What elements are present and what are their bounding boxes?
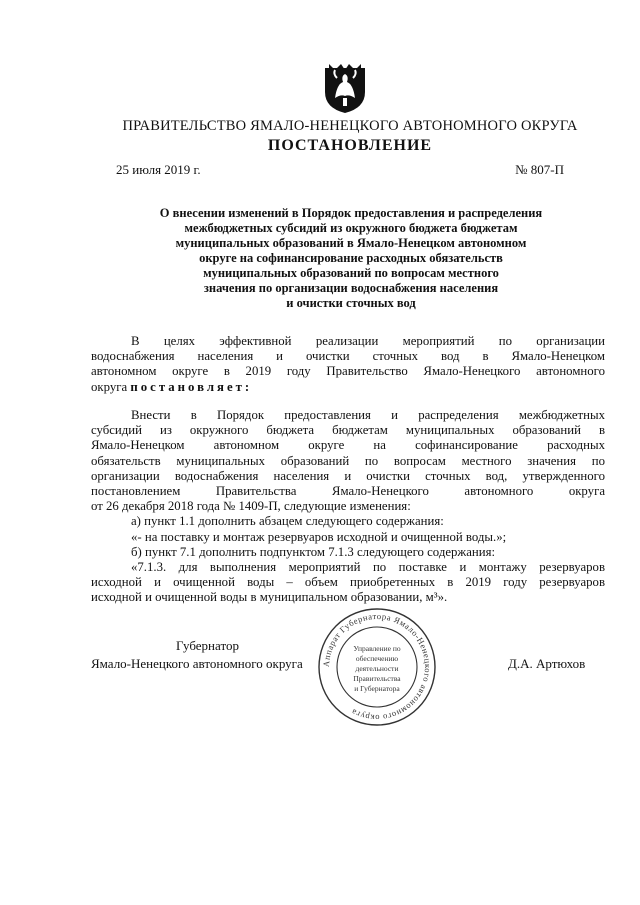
body-line: «- на поставку и монтаж резервуаров исходной и очищенной воды.»; [131,529,507,544]
preamble-line: автономном округе в 2019 году Правительство Ямало-Ненецкого автономного [91,364,605,379]
body-line: субсидий из окружного бюджета бюджетам муниципальных образований в [91,423,605,438]
body-line: исходной и очищенной воды – объем приобретенных в 2019 году резервуаров [91,575,605,590]
title-line: и очистки сточных вод [286,296,416,310]
stamp-center-line: деятельности [355,664,399,673]
stamp-ring-text: Аппарат Губернатора Ямало-Ненецкого автономного округа [320,610,434,724]
stamp-center-line: и Губернатора [354,684,400,693]
title-line: муниципальных образований по вопросам местного [203,266,499,280]
body-line: б) пункт 7.1 дополнить подпунктом 7.1.3 следующего содержания: [131,544,496,559]
document-date: 25 июля 2019 г. [116,162,201,177]
title-line: межбюджетных субсидий из окружного бюджета бюджетам [184,221,518,235]
preamble-paragraph [91,334,605,395]
title-line: округе на софинансирование расходных обязательств [199,251,503,265]
body-line: обязательств муниципальных образований по вопросам местного значения по [91,453,605,468]
signatory-position: Губернатор [176,638,239,653]
official-stamp [316,606,438,728]
preamble-line: водоснабжения населения и очистки сточных вод в Ямало-Ненецком [91,349,605,364]
stamp-center-line: Управление по [353,644,401,653]
organization-name: ПРАВИТЕЛЬСТВО ЯМАЛО-НЕНЕЦКОГО АВТОНОМНОГО ОКРУГА [122,118,578,134]
body-line: а) пункт 1.1 дополнить абзацем следующего содержания: [131,514,444,529]
stamp-center-line: Правительства [353,674,401,683]
main-paragraph [91,408,605,606]
body-line: Внести в Порядок предоставления и распределения межбюджетных [131,408,605,422]
resolves-word: постановляет: [130,379,253,394]
title-line: муниципальных образований в Ямало-Ненецком автономном [175,236,527,250]
body-line: организации водоснабжения населения и очистки сточных вод, утвержденного [91,468,605,483]
body-line: «7.1.3. для выполнения мероприятий по поставке и монтажу резервуаров [131,560,605,575]
body-line: от 26 декабря 2018 года № 1409-П, следующие изменения: [91,499,411,514]
document-title [116,206,586,311]
title-line: значения по организации водоснабжения населения [203,281,499,295]
preamble-line: В целях эффективной реализации мероприятий по организации [131,334,605,348]
signatory-name: Д.А. Артюхов [508,656,586,671]
body-line: исходной и очищенной воды в муниципальном образовании, м³». [91,590,448,605]
signatory-organization: Ямало-Ненецкого автономного округа [91,656,303,671]
body-line: постановлением Правительства Ямало-Ненецкого автономного округа [91,484,605,499]
stamp-center-line: обеспечению [355,654,399,663]
title-line: О внесении изменений в Порядок предоставления и распределения [159,206,543,220]
document-type: ПОСТАНОВЛЕНИЕ [267,137,433,154]
body-line: Ямало-Ненецком автономном округе на софинансирование расходных [91,438,605,453]
preamble-line [91,380,605,395]
document-number: № 807-П [515,162,564,177]
preamble-text: округа [91,379,131,394]
coat-of-arms-emblem [321,62,369,114]
